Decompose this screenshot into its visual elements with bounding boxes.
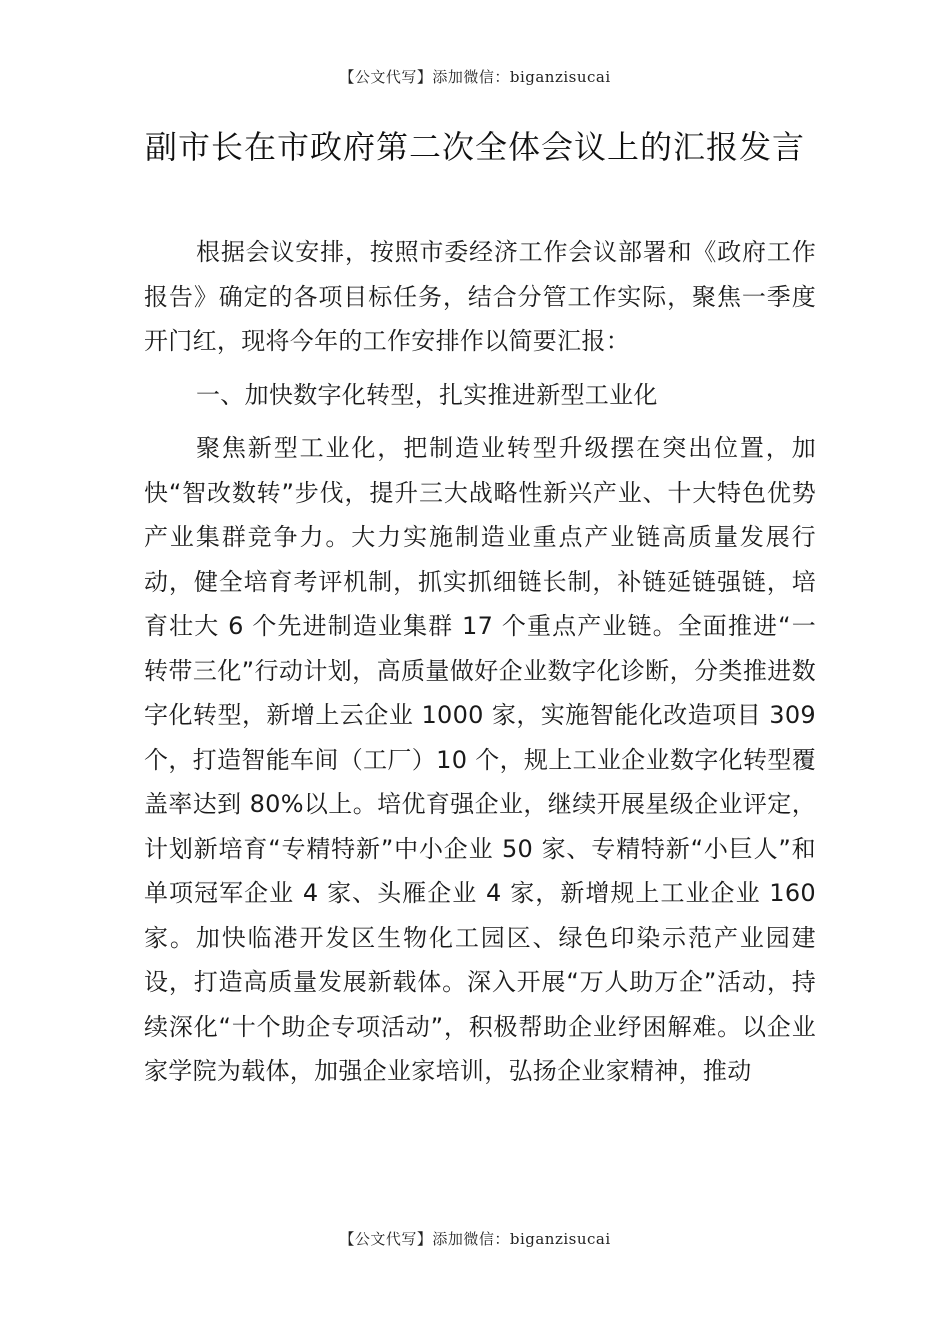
document-title: 副市长在市政府第二次全体会议上的汇报发言: [144, 128, 805, 166]
section-1-paragraph: 聚焦新型工业化，把制造业转型升级摆在突出位置，加快“智改数转”步伐，提升三大战略性新兴产业、十大特色优势产业集群竞争力。大力实施制造业重点产业链高质量发展行动，健全培育考评机制，抓实抓细链长制，补链延链强链，培育壮大 6 个先进制造业集群 17 个重点产业链。全面推进“一转带三化”行动计划，高质量做好企业数字化诊断，分类推进数字化转型，新增上云企业 1000 家，实施智能化改造项目 309 个，打造智能车间（工厂）10 个，规上工业企业数字化转型覆盖率达到 80%以上。培优育强企业，继续开展星级企业评定，计划新培育“专精特新”中小企业 50 家、专精特新“小巨人”和单项冠军企业 4 家、头雁企业 4 家，新增规上工业企业 160 家。加快临港开发区生物化工园区、绿色印染示范产业园建设，打造高质量发展新载体。深入开展“万人助万企”活动，持续深化“十个助企专项活动”，积极帮助企业纾困解难。以企业家学院为载体，加强企业家培训，弘扬企业家精神，推动: [144, 434, 816, 1085]
section-heading-1: 一、加快数字化转型，扎实推进新型工业化: [196, 380, 658, 409]
intro-paragraph: 根据会议安排，按照市委经济工作会议部署和《政府工作报告》确定的各项目标任务，结合分管工作实际，聚焦一季度开门红，现将今年的工作安排作以简要汇报：: [144, 238, 816, 355]
footer-watermark-note: 【公文代写】添加微信：biganzisucai: [339, 1230, 611, 1248]
header-watermark-note: 【公文代写】添加微信：biganzisucai: [339, 68, 611, 86]
document-body: [144, 230, 816, 1103]
